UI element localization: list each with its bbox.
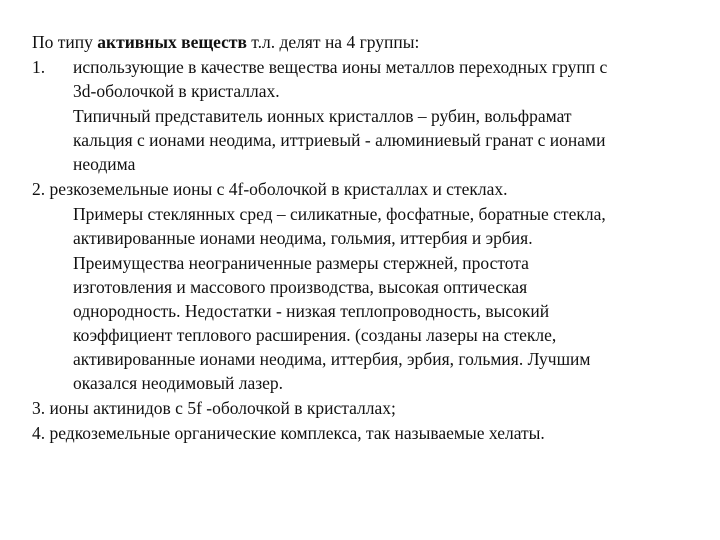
intro-line [32, 30, 692, 54]
item-1-example [32, 104, 692, 176]
item-2-advantages-line: однородность. Недостатки - низкая теплопроводность, высокий [73, 301, 550, 321]
item-1-text-1: использующие в качестве вещества ионы металлов переходных групп с [73, 57, 608, 77]
intro-suffix: т.л. делят на 4 группы: [246, 32, 420, 52]
item-2-examples [32, 202, 692, 250]
item-2-examples-line: Примеры стеклянных сред – силикатные, фосфатные, боратные стекла, [73, 204, 606, 224]
document-body [32, 30, 692, 445]
item-2-advantages-line: Преимущества неограниченные размеры стержней, простота [73, 253, 529, 273]
item-2-advantages-line: активированные ионами неодима, иттербия, эрбия, гольмия. Лучшим [73, 349, 591, 369]
item-1-number: 1. [32, 57, 46, 77]
item-2-advantages-line: изготовления и массового производства, высокая оптическая [73, 277, 528, 297]
item-1-line-2: 3d-оболочкой в кристаллах. [73, 81, 280, 101]
item-1-example-line: неодима [73, 154, 136, 174]
item-2-advantages-line: коэффициент теплового расширения. (созданы лазеры на стекле, [73, 325, 557, 345]
item-1-line-1 [32, 55, 692, 79]
item-2-examples-line: активированные ионами неодима, гольмия, иттербия и эрбия. [73, 228, 533, 248]
intro-bold-term: активных веществ [97, 32, 247, 52]
item-4-line: 4. редкоземельные органические комплекса, так называемые хелаты. [32, 423, 545, 443]
intro-prefix: По типу [32, 32, 98, 52]
item-1-example-line: кальция с ионами неодима, иттриевый - алюминиевый гранат с ионами [73, 130, 606, 150]
item-2-advantages-line: оказался неодимовый лазер. [73, 373, 284, 393]
item-2-line: 2. резкоземельные ионы с 4f-оболочкой в кристаллах и стеклах. [32, 179, 508, 199]
item-1 [32, 55, 692, 103]
item-2-advantages [32, 251, 692, 395]
item-3-line: 3. ионы актинидов с 5f -оболочкой в кристаллах; [32, 398, 396, 418]
item-1-example-line: Типичный представитель ионных кристаллов – рубин, вольфрамат [73, 106, 572, 126]
